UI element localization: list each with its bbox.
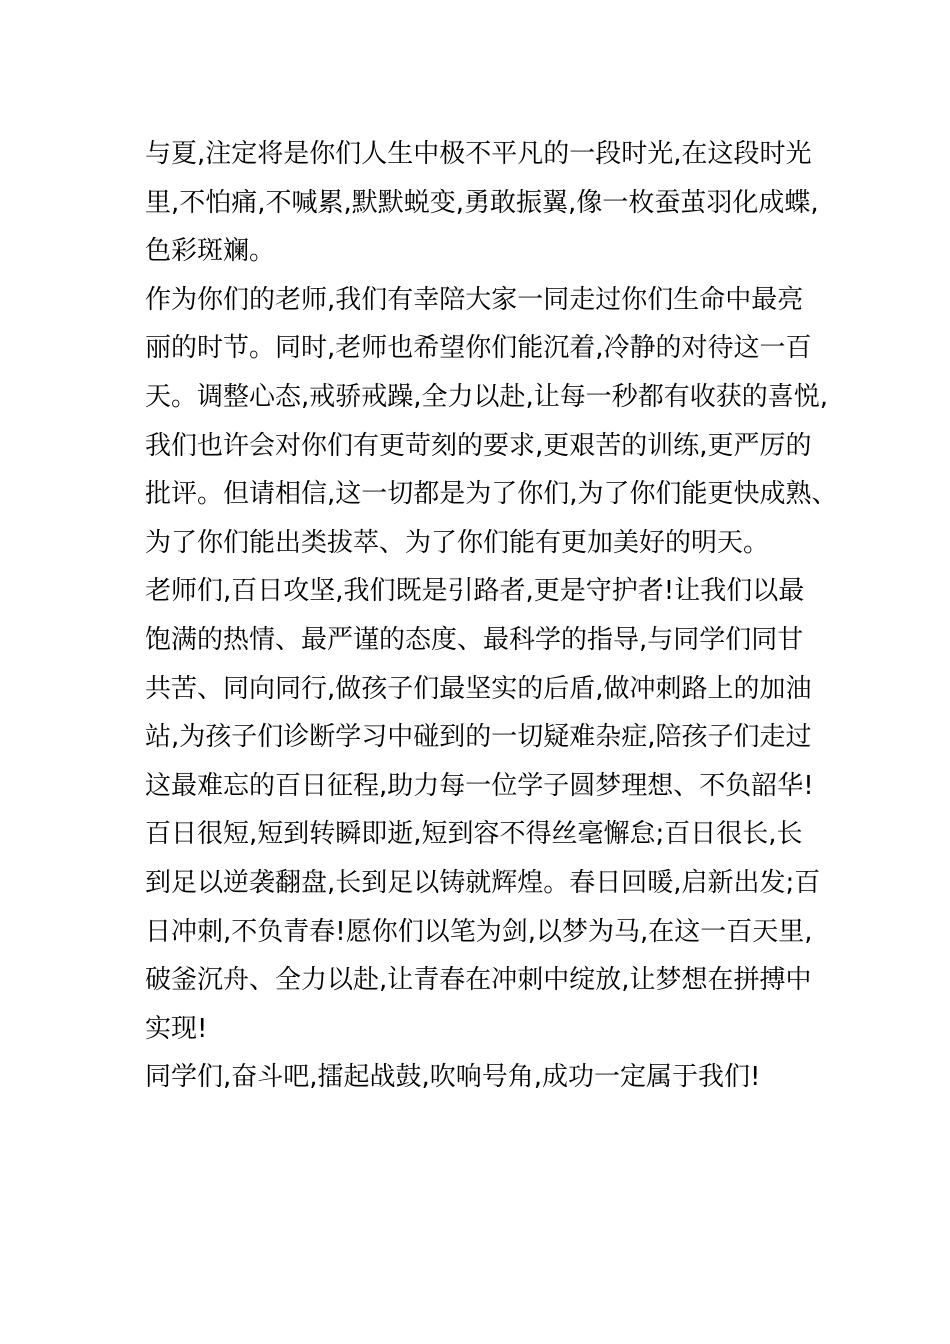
document-body [145, 130, 838, 1102]
text-line: 百日很短,短到转瞬即逝,短到容不得丝毫懈怠;百日很长,长 [145, 819, 803, 850]
text-line: 天。调整心态,戒骄戒躁,全力以赴,让每一秒都有收获的喜悦, [145, 381, 829, 412]
text-line: 丽的时节。同时,老师也希望你们能沉着,冷静的对待这一百 [145, 333, 812, 364]
paragraph-summer [145, 130, 819, 276]
text-line: 这最难忘的百日征程,助力每一位学子圆梦理想、不负韶华! [145, 770, 814, 801]
text-line: 老师们,百日攻坚,我们既是引路者,更是守护者!让我们以最 [145, 576, 805, 607]
text-line: 同学们,奋斗吧,擂起战鼓,吹响号角,成功一定属于我们! [145, 1062, 761, 1093]
text-line: 日冲刺,不负青春!愿你们以笔为剑,以梦为马,在这一百天里, [145, 916, 813, 947]
text-line: 实现! [145, 1013, 208, 1044]
paragraph-teachers-call [145, 567, 815, 810]
text-line: 批评。但请相信,这一切都是为了你们,为了你们能更快成熟、 [145, 479, 838, 510]
paragraph-teachers-hope [145, 276, 838, 568]
text-line: 作为你们的老师,我们有幸陪大家一同走过你们生命中最亮 [145, 284, 804, 315]
paragraph-hundred-days [145, 810, 821, 1053]
text-line: 色彩斑斓。 [145, 236, 276, 267]
text-line: 共苦、同向同行,做孩子们最坚实的后盾,做冲刺路上的加油 [145, 673, 812, 704]
paragraph-closing [145, 1053, 815, 1102]
text-line: 我们也许会对你们有更苛刻的要求,更艰苦的训练,更严厉的 [145, 430, 812, 461]
text-line: 里,不怕痛,不喊累,默默蜕变,勇敢振翼,像一枚蚕茧羽化成蝶, [145, 187, 819, 218]
text-line: 为了你们能出类拔萃、为了你们能有更加美好的明天。 [145, 527, 770, 558]
text-line: 与夏,注定将是你们人生中极不平凡的一段时光,在这段时光 [145, 139, 812, 169]
text-line: 到足以逆袭翻盘,长到足以铸就辉煌。春日回暖,启新出发;百 [145, 867, 821, 898]
text-line: 破釜沉舟、全力以赴,让青春在冲刺中绽放,让梦想在拼搏中 [145, 965, 812, 996]
text-line: 站,为孩子们诊断学习中碰到的一切疑难杂症,陪孩子们走过 [145, 722, 812, 753]
text-line: 饱满的热情、最严谨的态度、最科学的指导,与同学们同甘 [145, 624, 804, 655]
